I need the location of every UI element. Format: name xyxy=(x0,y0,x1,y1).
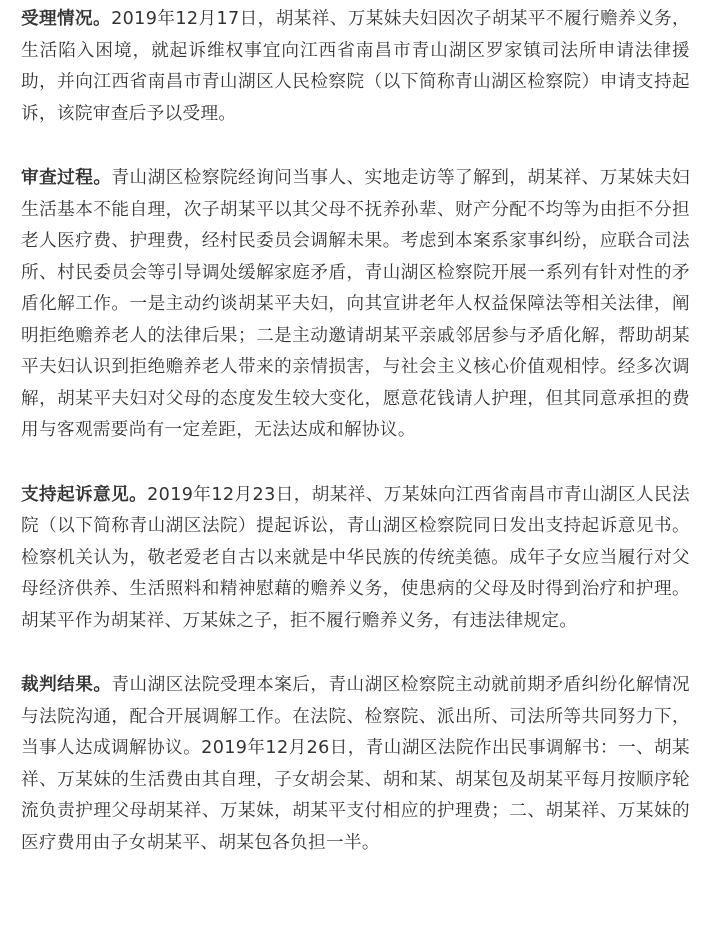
section-heading: 审查过程。 xyxy=(21,168,112,188)
section-text: 青山湖区检察院经询问当事人、实地走访等了解到，胡某祥、万某妹夫妇生活基本不能自理，次子胡某平以其父母不抚养孙辈、财产分配不均等为由拒不分担老人医疗费、护理费，经村民委员会调解未果。考虑到本案系家事纠纷，应联合司法所、村民委员会等引导调处缓解家庭矛盾，青山湖区检察院开展一系列有针对性的矛盾化解工作。一是主动约谈胡某平夫妇，向其宣讲老年人权益保障法等相关法律，阐明拒绝赡养老人的法律后果；二是主动邀请胡某平亲戚邻居参与矛盾化解，帮助胡某平夫妇认识到拒绝赡养老人带来的亲情损害，与社会主义核心价值观相悖。经多次调解，胡某平夫妇对父母的态度发生较大变化，愿意花钱请人护理，但其同意承担的费用与客观需要尚有一定差距，无法达成和解协议。 xyxy=(21,168,690,440)
section-judgment-result xyxy=(21,670,690,859)
section-support-opinion xyxy=(21,480,690,638)
section-heading: 受理情况。 xyxy=(21,9,112,29)
section-heading: 裁判结果。 xyxy=(21,675,112,695)
section-text: 青山湖区法院受理本案后，青山湖区检察院主动就前期矛盾纠纷化解情况与法院沟通，配合开展调解工作。在法院、检察院、派出所、司法所等共同努力下，当事人达成调解协议。2019年12月26日，青山湖区法院作出民事调解书：一、胡某祥、万某妹的生活费由其自理，子女胡会某、胡和某、胡某包及胡某平每月按顺序轮流负责护理父母胡某祥、万某妹，胡某平支付相应的护理费；二、胡某祥、万某妹的医疗费用由子女胡某平、胡某包各负担一半。 xyxy=(21,675,690,853)
section-text: 2019年12月23日，胡某祥、万某妹向江西省南昌市青山湖区人民法院（以下简称青山湖区法院）提起诉讼，青山湖区检察院同日发出支持起诉意见书。检察机关认为，敬老爱老自古以来就是中华民族的传统美德。成年子女应当履行对父母经济供养、生活照料和精神慰藉的赡养义务，使患病的父母及时得到治疗和护理。胡某平作为胡某祥、万某妹之子，拒不履行赡养义务，有违法律规定。 xyxy=(21,484,690,631)
section-heading: 支持起诉意见。 xyxy=(21,484,148,505)
section-review-process xyxy=(21,163,690,447)
section-text: 2019年12月17日，胡某祥、万某妹夫妇因次子胡某平不履行赡养义务，生活陷入困境，就起诉维权事宜向江西省南昌市青山湖区罗家镇司法所申请法律援助，并向江西省南昌市青山湖区人民检察院（以下简称青山湖区检察院）申请支持起诉，该院审查后予以受理。 xyxy=(21,9,690,124)
section-acceptance xyxy=(21,4,690,130)
